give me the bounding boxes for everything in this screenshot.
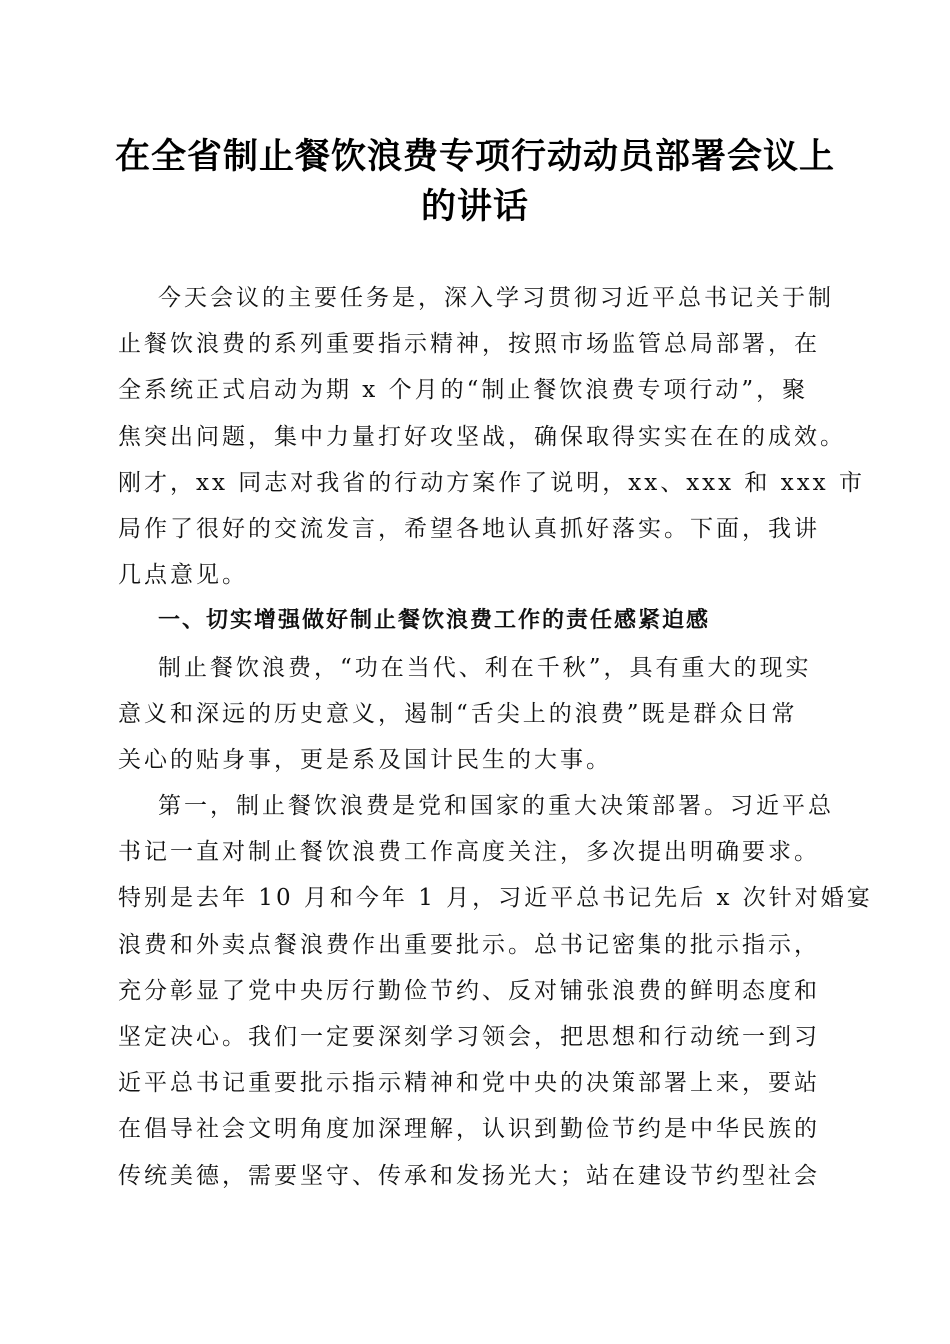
paragraph-line: 特别是去年 10 月和今年 1 月，习近平总书记先后 x 次针对婚宴 bbox=[118, 885, 873, 912]
paragraph-line: 浪费和外卖点餐浪费作出重要批示。总书记密集的批示指示， bbox=[118, 931, 820, 958]
paragraph-line: 意义和深远的历史意义，遏制“舌尖上的浪费”既是群众日常 bbox=[118, 700, 798, 727]
paragraph-line: 今天会议的主要任务是，深入学习贯彻习近平总书记关于制 bbox=[158, 285, 834, 311]
title-line-2: 的讲话 bbox=[420, 186, 529, 227]
paragraph-line: 关心的贴身事，更是系及国计民生的大事。 bbox=[118, 746, 612, 773]
section-heading: 一、切实增强做好制止餐饮浪费工作的责任感紧迫感 bbox=[158, 608, 711, 634]
paragraph-line: 充分彰显了党中央厉行勤俭节约、反对铺张浪费的鲜明态度和 bbox=[118, 977, 820, 1004]
document-title bbox=[110, 132, 840, 232]
paragraph-line: 焦突出问题，集中力量打好攻坚战，确保取得实实在在的成效。 bbox=[118, 423, 846, 450]
title-line-1: 在全省制止餐饮浪费专项行动动员部署会议上 bbox=[114, 136, 835, 177]
paragraph-line: 第一，制止餐饮浪费是党和国家的重大决策部署。习近平总 bbox=[158, 793, 834, 820]
paragraph-line: 局作了很好的交流发言，希望各地认真抓好落实。下面，我讲 bbox=[118, 515, 820, 542]
document-body bbox=[118, 275, 873, 1199]
paragraph-line: 书记一直对制止餐饮浪费工作高度关注，多次提出明确要求。 bbox=[118, 839, 820, 866]
paragraph-line: 在倡导社会文明角度加深理解，认识到勤俭节约是中华民族的 bbox=[118, 1116, 820, 1143]
paragraph-line: 近平总书记重要批示指示精神和党中央的决策部署上来，要站 bbox=[118, 1070, 820, 1097]
paragraph-line: 几点意见。 bbox=[118, 562, 248, 589]
paragraph-line: 全系统正式启动为期 x 个月的“制止餐饮浪费专项行动”，聚 bbox=[118, 377, 809, 404]
paragraph-line: 制止餐饮浪费，“功在当代、利在千秋”，具有重大的现实 bbox=[158, 654, 812, 681]
paragraph-line: 止餐饮浪费的系列重要指示精神，按照市场监管总局部署，在 bbox=[118, 331, 820, 358]
paragraph-line: 坚定决心。我们一定要深刻学习领会，把思想和行动统一到习 bbox=[118, 1024, 820, 1050]
paragraph-line: 传统美德，需要坚守、传承和发扬光大；站在建设节约型社会 bbox=[118, 1162, 820, 1189]
paragraph-line: 刚才，xx 同志对我省的行动方案作了说明，xx、xxx 和 xxx 市 bbox=[118, 469, 865, 496]
